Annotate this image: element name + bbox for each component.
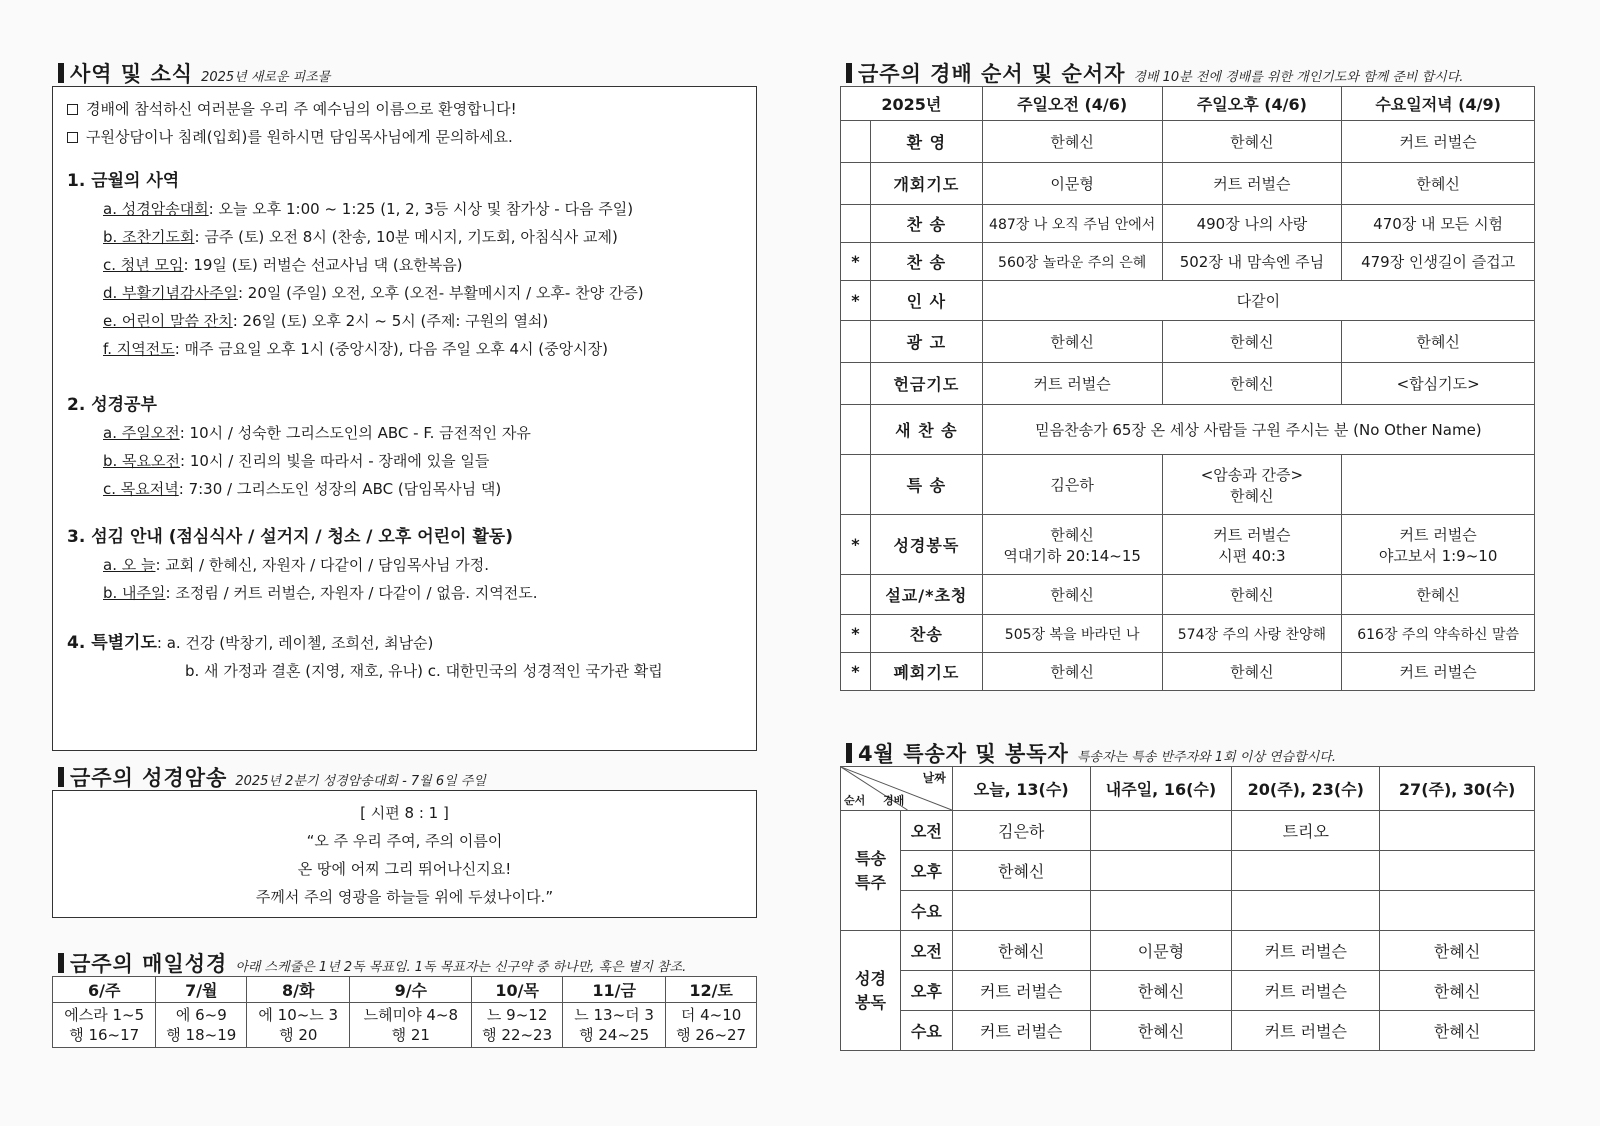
corner-cell <box>841 767 953 811</box>
special-section-title <box>846 738 1336 768</box>
service-item: a. 오 늘: 교회 / 한혜신, 자원자 / 다같이 / 담임목사님 가정. <box>103 556 489 574</box>
corner-service-label: 경배 <box>883 794 905 807</box>
daily-subtitle: 아래 스케줄은 1년 2독 목표임. 1독 목표자는 신구약 중 하나만, 혹은 별지 참조. <box>235 960 687 975</box>
month-heading: 1. 금월의 사역 <box>67 171 180 191</box>
special-title: 4월 특송자 및 봉독자 <box>858 742 1069 766</box>
day-header: 10/목 <box>472 977 563 1003</box>
study-heading: 2. 성경공부 <box>67 395 157 415</box>
order-row: * 폐회기도 한혜신 한혜신 커트 러벌슨 <box>841 653 1535 691</box>
order-row: * 인 사 다같이 <box>841 281 1535 321</box>
day-header: 11/금 <box>563 977 666 1003</box>
day-header: 12/토 <box>666 977 757 1003</box>
special-row: 수요 커트 러벌슨 한혜신 커트 러벌슨 한혜신 <box>841 1011 1535 1051</box>
col-header: 주일오후 (4/6) <box>1162 87 1342 121</box>
title-bar <box>58 63 64 83</box>
worship-order-table <box>840 86 1535 691</box>
date-header: 내주일, 16(수) <box>1090 767 1232 811</box>
order-subtitle: 경배 10분 전에 경배를 위한 개인기도와 함께 준비 합시다. <box>1133 70 1464 85</box>
special-row: 특송 특주 오전 김은하 트리오 <box>841 811 1535 851</box>
order-row: 환 영 한혜신 한혜신 커트 러벌슨 <box>841 121 1535 163</box>
order-header-row <box>841 87 1535 121</box>
order-row: 헌금기도 커트 러벌슨 한혜신 <합심기도> <box>841 363 1535 405</box>
welcome-line-1: 경배에 참석하신 여러분을 우리 주 예수님의 이름으로 환영합니다! <box>67 95 742 123</box>
date-header: 오늘, 13(수) <box>952 767 1090 811</box>
study-item: b. 목요오전: 10시 / 진리의 빛을 따라서 - 장래에 있을 일들 <box>103 452 490 470</box>
month-item: b. 조찬기도회: 금주 (토) 오전 8시 (찬송, 10분 메시지, 기도회, 아침식사 교제) <box>103 228 618 246</box>
title-bar <box>58 953 64 973</box>
memory-title: 금주의 성경암송 <box>70 766 228 790</box>
reading-cell: 느 9~12 행 22~23 <box>472 1003 563 1048</box>
order-row: * 성경봉독 한혜신 역대기하 20:14~15 커트 러벌슨 시편 40:3 커트 러벌슨 야고보서 1:9~10 <box>841 515 1535 575</box>
special-row: 수요 <box>841 891 1535 931</box>
daily-reading-row <box>53 1003 757 1048</box>
day-header: 7/월 <box>156 977 247 1003</box>
reading-cell: 에 6~9 행 18~19 <box>156 1003 247 1048</box>
order-row: 찬 송 487장 나 오직 주님 안에서 490장 나의 사랑 470장 내 모든 시험 <box>841 205 1535 243</box>
month-item: d. 부활기념감사주일: 20일 (주일) 오전, 오후 (오전- 부활메시지 / 오후- 찬양 간증) <box>103 284 644 302</box>
memory-subtitle: 2025년 2분기 성경암송대회 - 7월 6일 주일 <box>235 774 486 789</box>
date-header: 20(주), 23(수) <box>1232 767 1380 811</box>
memory-section-title <box>58 762 486 792</box>
special-row: 오후 한혜신 <box>841 851 1535 891</box>
corner-date-label: 날짜 <box>922 771 946 785</box>
order-title: 금주의 경배 순서 및 순서자 <box>858 62 1126 86</box>
order-row: * 찬 송 560장 놀라운 주의 은혜 502장 내 맘속엔 주님 479장 인생길이 즐겁고 <box>841 243 1535 281</box>
reading-cell: 더 4~10 행 26~27 <box>666 1003 757 1048</box>
reading-cell: 느헤미야 4~8 행 21 <box>350 1003 472 1048</box>
welcome-line-2: 구원상담이나 침례(입회)를 원하시면 담임목사님에게 문의하세요. <box>67 123 742 151</box>
daily-section-title <box>58 948 686 978</box>
study-item: c. 목요저녁: 7:30 / 그리스도인 성장의 ABC (담임목사님 댁) <box>103 480 502 498</box>
ministry-title: 사역 및 소식 <box>70 62 194 86</box>
day-header: 6/주 <box>53 977 156 1003</box>
title-bar <box>58 767 64 787</box>
order-section-title <box>846 58 1463 88</box>
order-row: 특 송 김은하 <암송과 간증> 한혜신 <box>841 455 1535 515</box>
reading-cell: 에 10~느 3 행 20 <box>247 1003 350 1048</box>
corner-order-label: 순서 <box>844 794 866 807</box>
verse-reference: [ 시편 8 : 1 ] <box>360 804 449 822</box>
study-item: a. 주일오전: 10시 / 성숙한 그리스도인의 ABC - F. 금전적인 자유 <box>103 424 531 442</box>
daily-title: 금주의 매일성경 <box>70 952 228 976</box>
special-header-row <box>841 767 1535 811</box>
verse-line: 주께서 주의 영광을 하늘들 위에 두셨나이다.” <box>255 888 554 906</box>
reading-cell: 에스라 1~5 행 16~17 <box>53 1003 156 1048</box>
date-header: 27(주), 30(수) <box>1380 767 1535 811</box>
ministry-box <box>52 86 757 751</box>
day-header: 9/수 <box>350 977 472 1003</box>
day-header: 8/화 <box>247 977 350 1003</box>
checkbox-icon <box>67 132 78 143</box>
title-bar <box>846 743 852 763</box>
col-header: 주일오전 (4/6) <box>982 87 1162 121</box>
month-item: c. 청년 모임: 19일 (토) 러벌슨 선교사님 댁 (요한복음) <box>103 256 463 274</box>
special-subtitle: 특송자는 특송 반주자와 1회 이상 연습합시다. <box>1076 750 1336 765</box>
verse-line: 온 땅에 어찌 그리 뛰어나신지요! <box>297 860 512 878</box>
service-item: b. 내주일: 조정림 / 커트 러벌슨, 자원자 / 다같이 / 없음. 지역전도. <box>103 584 538 602</box>
order-row: * 찬송 505장 복을 바라던 나 574장 주의 사랑 찬양해 616장 주의 약속하신 말씀 <box>841 615 1535 653</box>
ministry-subtitle: 2025년 새로운 피조물 <box>201 70 331 85</box>
order-row: 새 찬 송 믿음찬송가 65장 온 세상 사람들 구원 주시는 분 (No Other Name) <box>841 405 1535 455</box>
prayer-line-1: 4. 특별기도: a. 건강 (박창기, 레이첼, 조희선, 최남순) <box>67 633 434 653</box>
group-label-reading: 성경 봉독 <box>841 931 901 1051</box>
group-label-special: 특송 특주 <box>841 811 901 931</box>
daily-bible-table <box>52 976 757 1048</box>
memory-verse-box <box>52 790 757 918</box>
ministry-section-title <box>58 58 330 88</box>
daily-header-row <box>53 977 757 1003</box>
order-row: 광 고 한혜신 한혜신 한혜신 <box>841 321 1535 363</box>
special-row: 성경 봉독 오전 한혜신 이문형 커트 러벌슨 한혜신 <box>841 931 1535 971</box>
reading-cell: 느 13~더 3 행 24~25 <box>563 1003 666 1048</box>
order-row: 설교/*초청 한혜신 한혜신 한혜신 <box>841 575 1535 615</box>
special-row: 오후 커트 러벌슨 한혜신 커트 러벌슨 한혜신 <box>841 971 1535 1011</box>
special-table <box>840 766 1535 1051</box>
year-header: 2025년 <box>841 87 983 121</box>
col-header: 수요일저녁 (4/9) <box>1342 87 1535 121</box>
checkbox-icon <box>67 104 78 115</box>
order-row: 개회기도 이문형 커트 러벌슨 한혜신 <box>841 163 1535 205</box>
title-bar <box>846 63 852 83</box>
month-item: e. 어린이 말씀 잔치: 26일 (토) 오후 2시 ~ 5시 (주제: 구원의 열쇠) <box>103 312 549 330</box>
service-heading: 3. 섬김 안내 (점심식사 / 설거지 / 청소 / 오후 어린이 활동) <box>67 527 513 547</box>
month-item: f. 지역전도: 매주 금요일 오후 1시 (중앙시장), 다음 주일 오후 4시 (중앙시장) <box>103 340 608 358</box>
month-item: a. 성경암송대회: 오늘 오후 1:00 ~ 1:25 (1, 2, 3등 시상 및 참가상 - 다음 주일) <box>103 200 634 218</box>
prayer-line-2: b. 새 가정과 결혼 (지영, 재호, 유나) c. 대한민국의 성경적인 국가관 확립 <box>185 662 663 680</box>
verse-line: “오 주 우리 주여, 주의 이름이 <box>306 832 503 850</box>
